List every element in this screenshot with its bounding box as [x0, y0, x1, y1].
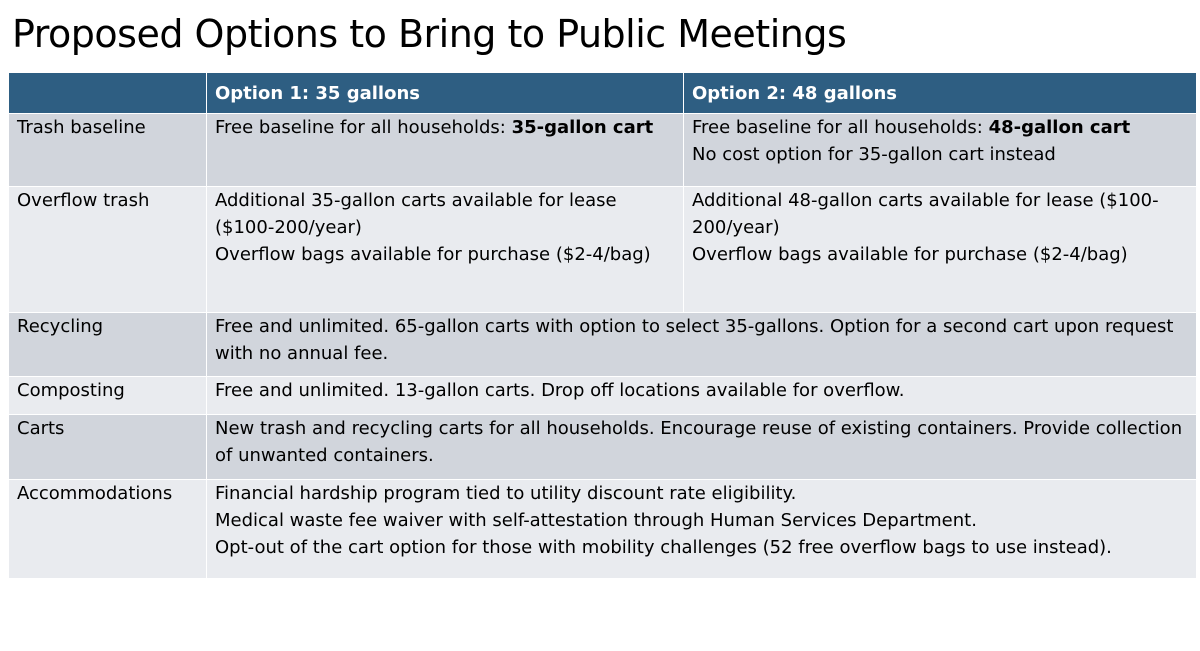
recycling-value: Free and unlimited. 65-gallon carts with option to select 35-gallons. Option for a second cart upon request with no annual fee. [207, 313, 1197, 377]
carts-value: New trash and recycling carts for all households. Encourage reuse of existing containers. Provide collection of unwanted containers. [207, 415, 1197, 480]
accommodations-value [207, 480, 1197, 579]
row-label-carts: Carts [9, 415, 207, 480]
trash-baseline-option-2-line-1 [692, 114, 1188, 141]
table-row-composting [9, 377, 1197, 415]
overflow-trash-option-2-line-2: Overflow bags available for purchase ($2-4/bag) [692, 244, 1128, 265]
table-row-trash-baseline [9, 114, 1197, 187]
table-row-carts [9, 415, 1197, 480]
row-label-accommodations: Accommodations [9, 480, 207, 579]
table-row-recycling [9, 313, 1197, 377]
overflow-trash-option-1-line-2: Overflow bags available for purchase ($2-4/bag) [215, 244, 651, 265]
table-row-accommodations [9, 480, 1197, 579]
overflow-trash-option-1 [207, 187, 684, 313]
header-option-2: Option 2: 48 gallons [684, 73, 1197, 114]
row-label-composting: Composting [9, 377, 207, 415]
trash-baseline-option-2-line-2: No cost option for 35-gallon cart instead [692, 144, 1056, 165]
overflow-trash-option-2 [684, 187, 1197, 313]
row-label-recycling: Recycling [9, 313, 207, 377]
trash-baseline-option-1-text: Free baseline for all households: [215, 117, 512, 138]
trash-baseline-option-1-cart: 35-gallon cart [511, 117, 654, 138]
table-header-row [9, 73, 1197, 114]
trash-baseline-option-1 [207, 114, 684, 187]
overflow-trash-option-1-line-1: Additional 35-gallon carts available for lease ($100-200/year) [215, 190, 617, 238]
composting-value: Free and unlimited. 13-gallon carts. Drop off locations available for overflow. [207, 377, 1197, 415]
trash-baseline-option-2-text: Free baseline for all households: [692, 117, 989, 138]
header-corner-cell [9, 73, 207, 114]
table-row-overflow-trash [9, 187, 1197, 313]
row-label-trash-baseline: Trash baseline [9, 114, 207, 187]
page-title: Proposed Options to Bring to Public Meetings [12, 12, 847, 56]
row-label-overflow-trash: Overflow trash [9, 187, 207, 313]
options-table [8, 72, 1197, 579]
trash-baseline-option-2-cart: 48-gallon cart [988, 117, 1131, 138]
accommodations-line-1: Financial hardship program tied to utility discount rate eligibility. [215, 483, 797, 504]
trash-baseline-option-2 [684, 114, 1197, 187]
accommodations-line-3: Opt-out of the cart option for those with mobility challenges (52 free overflow bags to use instead). [215, 537, 1112, 558]
accommodations-line-2: Medical waste fee waiver with self-attestation through Human Services Department. [215, 510, 977, 531]
header-option-1: Option 1: 35 gallons [207, 73, 684, 114]
overflow-trash-option-2-line-1: Additional 48-gallon carts available for lease ($100-200/year) [692, 190, 1159, 238]
